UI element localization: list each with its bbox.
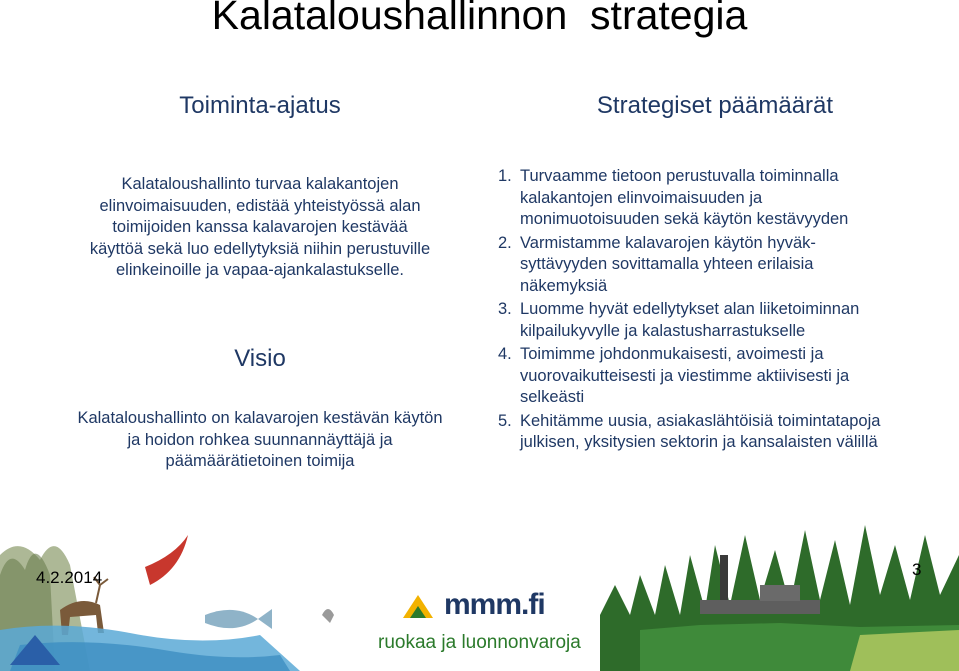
goal-line: kilpailukyvylle ja kalastusharrastukselle — [520, 321, 806, 340]
goal-line: Kehitämme uusia, asiakaslähtöisiä toimintatapoja — [520, 411, 881, 430]
goal-item — [498, 344, 948, 409]
goal-item — [498, 411, 948, 454]
goal-line: Turvaamme tietoon perustuvalla toiminnalla — [520, 167, 839, 185]
goal-number: 2. — [498, 233, 512, 252]
goal-line: näkemyksiä — [520, 276, 608, 295]
goal-line: Luomme hyvät edellytykset alan liiketoiminnan — [520, 300, 860, 318]
page-number: 3 — [912, 560, 922, 579]
mission-text — [40, 174, 480, 282]
mission-line: käyttöä sekä luo edellytyksiä niihin perustuville — [89, 239, 431, 258]
mission-line: toimijoiden kanssa kalavarojen kestävää — [112, 218, 408, 236]
goal-number: 5. — [498, 411, 512, 430]
tagline: ruokaa ja luonnonvaroja — [378, 632, 581, 653]
goal-line: selkeästi — [520, 388, 585, 406]
slide-date: 4.2.2014 — [36, 568, 103, 587]
goals-list — [498, 166, 948, 456]
goal-item — [498, 299, 948, 342]
goal-item — [498, 233, 948, 298]
goal-item — [498, 166, 948, 231]
mission-line: elinvoimaisuuden, edistää yhteistyössä alan — [99, 196, 421, 215]
slide-title: Kalataloushallinnon strategia — [211, 0, 748, 38]
goal-line: kalakantojen elinvoimaisuuden ja — [520, 188, 763, 207]
goal-line: syttävyyden sovittamalla yhteen erilaisia — [520, 255, 814, 273]
goals-heading: Strategiset päämäärät — [596, 92, 834, 119]
vision-line: ja hoidon rohkea suunnannäyttäjä ja — [127, 430, 393, 449]
goal-number: 3. — [498, 300, 512, 318]
goal-line: vuorovaikutteisesti ja viestimme aktiivisesti ja — [520, 366, 850, 385]
goal-line: Varmistamme kalavarojen käytön hyväk- — [520, 233, 816, 252]
goal-number: 4. — [498, 345, 512, 363]
vision-text — [30, 408, 490, 473]
goal-line: Toimimme johdonmukaisesti, avoimesti ja — [520, 345, 824, 363]
mission-heading: Toiminta-ajatus — [179, 92, 341, 119]
logo-text: mmm.fi — [444, 588, 545, 621]
vision-heading: Visio — [234, 345, 286, 372]
mission-line: Kalataloushallinto turvaa kalakantojen — [121, 175, 399, 193]
goal-line: julkisen, yksitysien sektorin ja kansalaisten välillä — [520, 433, 878, 451]
goal-line: monimuotoisuuden sekä käytön kestävyyden — [520, 210, 849, 228]
goal-number: 1. — [498, 167, 512, 185]
vision-line: Kalataloushallinto on kalavarojen kestävän käytön — [77, 409, 443, 427]
mission-line: elinkeinoille ja vapaa-ajankalastukselle. — [115, 261, 404, 279]
vision-line: päämäärätietoinen toimija — [165, 452, 355, 470]
